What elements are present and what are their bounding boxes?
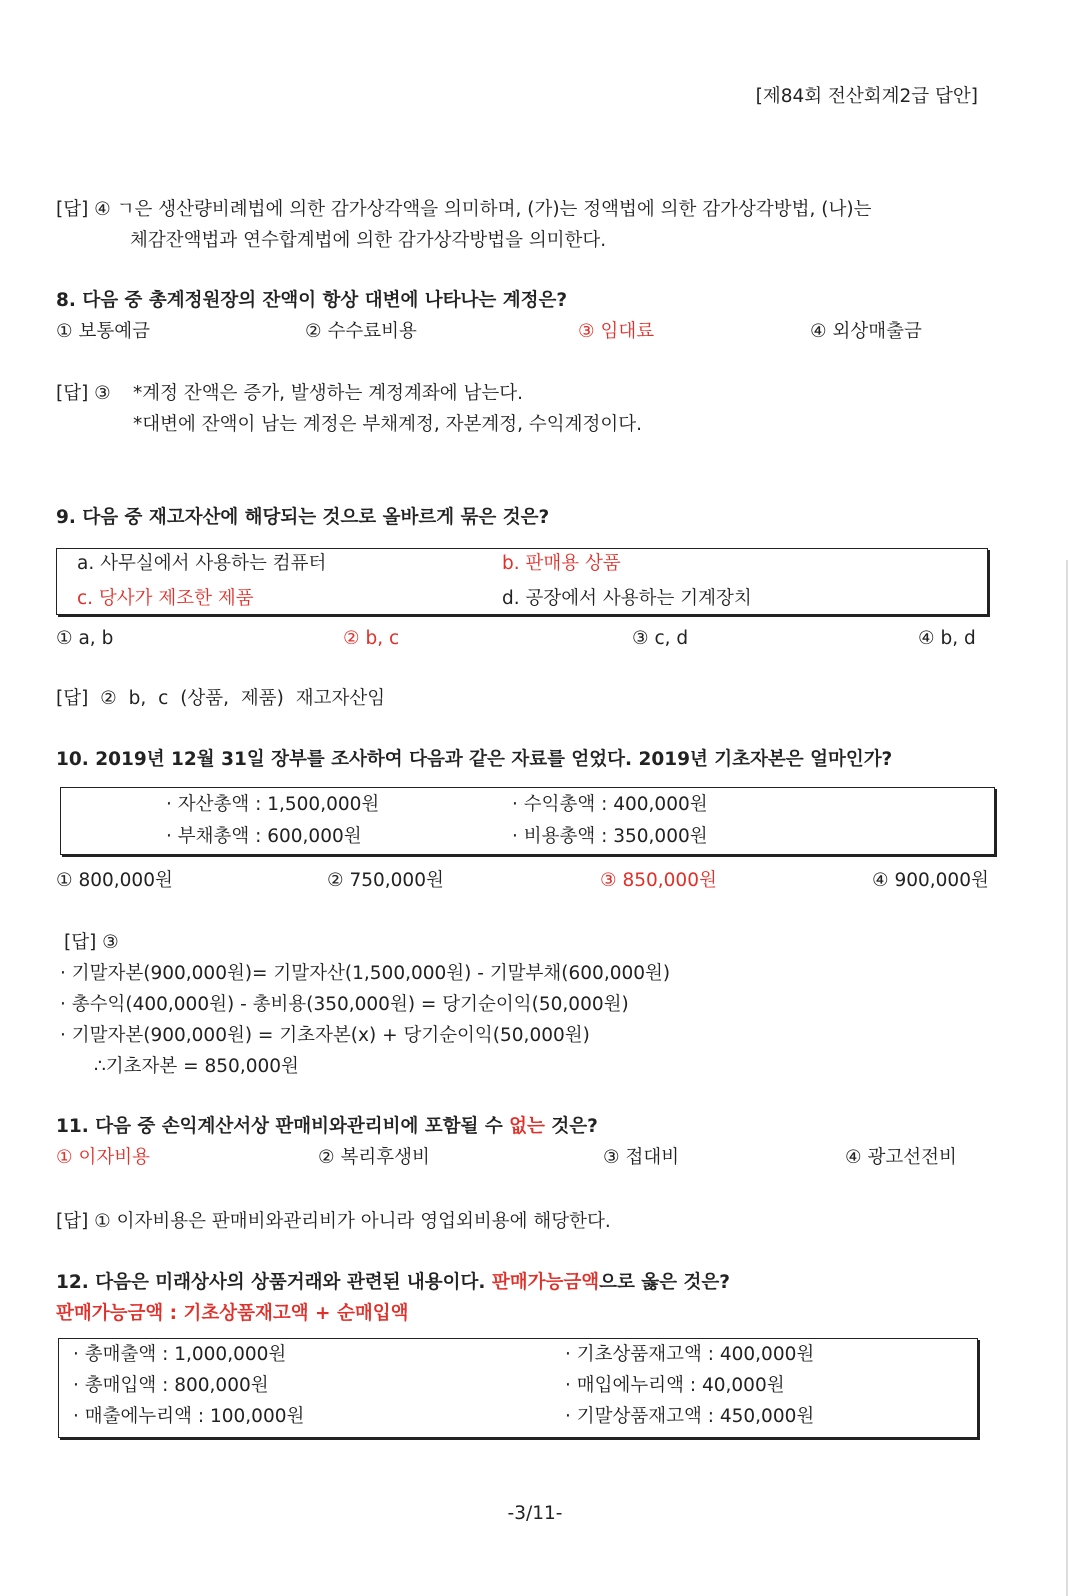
q10-answer-line-3: · 기말자본(900,000원) = 기초자본(x) + 당기순이익(50,000원) xyxy=(60,1025,590,1046)
q10-option-3-correct: ③ 850,000원 xyxy=(600,870,717,891)
q12-purchase-allowance: · 매입에누리액 : 40,000원 xyxy=(565,1375,785,1396)
q12-question xyxy=(56,1268,730,1298)
q12-sales-allowance: · 매출에누리액 : 100,000원 xyxy=(73,1406,305,1427)
q8-option-2: ② 수수료비용 xyxy=(305,321,417,342)
q10-total-liabilities: · 부채총액 : 600,000원 xyxy=(166,826,362,847)
q10-option-1: ① 800,000원 xyxy=(56,870,173,891)
q8-answer-line-1: *계정 잔액은 증가, 발생하는 계정계좌에 남는다. xyxy=(133,383,523,404)
page-edge-line xyxy=(1066,560,1068,1596)
q10-option-2: ② 750,000원 xyxy=(327,870,444,891)
q7-answer-line-2: 체감잔액법과 연수합계법에 의한 감가상각방법을 의미한다. xyxy=(130,230,607,251)
q12-total-sales: · 총매출액 : 1,000,000원 xyxy=(73,1344,287,1365)
q10-answer-line-2: · 총수익(400,000원) - 총비용(350,000원) = 당기순이익(50,000원) xyxy=(60,994,629,1015)
q8-option-1: ① 보통예금 xyxy=(56,321,150,342)
q10-total-revenue: · 수익총액 : 400,000원 xyxy=(512,794,708,815)
q8-answer-prefix: [답] ③ xyxy=(56,383,111,404)
q10-answer-prefix: [답] ③ xyxy=(64,932,119,953)
q9-answer: [답] ② b, c (상품, 제품) 재고자산임 xyxy=(56,688,386,709)
q9-item-b: b. 판매용 상품 xyxy=(502,553,621,574)
q9-option-4: ④ b, d xyxy=(918,628,976,649)
q12-total-purchases: · 총매입액 : 800,000원 xyxy=(73,1375,269,1396)
q11-question xyxy=(56,1112,598,1142)
document-header-title: [제84회 전산회계2급 답안] xyxy=(755,86,978,107)
q10-answer-line-1: · 기말자본(900,000원)= 기말자산(1,500,000원) - 기말부채(600,000원) xyxy=(60,963,671,984)
q9-option-2-correct: ② b, c xyxy=(343,628,400,649)
q12-formula: 판매가능금액 : 기초상품재고액 + 순매입액 xyxy=(56,1303,409,1324)
q7-answer-line-1: [답] ④ ㄱ은 생산량비례법에 의한 감가상각액을 의미하며, (가)는 정액법에 의한 감가상각방법, (나)는 xyxy=(56,199,872,220)
page-number: -3/11- xyxy=(507,1503,563,1524)
q12-question-text-a: 12. 다음은 미래상사의 상품거래와 관련된 내용이다. xyxy=(56,1272,486,1293)
q9-question: 9. 다음 중 재고자산에 해당되는 것으로 올바르게 묶은 것은? xyxy=(56,507,550,528)
q12-question-emphasis: 판매가능금액 xyxy=(491,1272,600,1293)
q9-option-1: ① a, b xyxy=(56,628,114,649)
q10-option-4: ④ 900,000원 xyxy=(872,870,989,891)
q8-option-4: ④ 외상매출금 xyxy=(810,321,922,342)
q8-option-3-correct: ③ 임대료 xyxy=(578,321,655,342)
q9-option-3: ③ c, d xyxy=(632,628,689,649)
q8-answer-line-2: *대변에 잔액이 남는 계정은 부채계정, 자본계정, 수익계정이다. xyxy=(133,414,642,435)
q10-answer-conclusion: ∴기초자본 = 850,000원 xyxy=(94,1056,299,1077)
q9-item-d: d. 공장에서 사용하는 기계장치 xyxy=(502,588,752,609)
q11-option-2: ② 복리후생비 xyxy=(318,1147,430,1168)
q10-question: 10. 2019년 12월 31일 장부를 조사하여 다음과 같은 자료를 얻었다. 2019년 기초자본은 얼마인가? xyxy=(56,749,893,770)
q11-question-text-a: 11. 다음 중 손익계산서상 판매비와관리비에 포함될 수 xyxy=(56,1116,503,1137)
q11-question-text-b: 것은? xyxy=(551,1116,598,1137)
q8-question: 8. 다음 중 총계정원장의 잔액이 항상 대변에 나타나는 계정은? xyxy=(56,290,568,311)
q11-option-3: ③ 접대비 xyxy=(603,1147,680,1168)
q12-question-text-b: 으로 옳은 것은? xyxy=(599,1272,730,1293)
q10-total-assets: · 자산총액 : 1,500,000원 xyxy=(166,794,380,815)
q11-option-4: ④ 광고선전비 xyxy=(845,1147,957,1168)
q9-item-c: c. 당사가 제조한 제품 xyxy=(77,588,254,609)
q11-option-1-correct: ① 이자비용 xyxy=(56,1147,150,1168)
q12-ending-inventory: · 기말상품재고액 : 450,000원 xyxy=(565,1406,815,1427)
q11-question-emphasis: 없는 xyxy=(509,1116,545,1137)
q12-beginning-inventory: · 기초상품재고액 : 400,000원 xyxy=(565,1344,815,1365)
q9-item-a: a. 사무실에서 사용하는 컴퓨터 xyxy=(77,553,327,574)
q11-answer: [답] ① 이자비용은 판매비와관리비가 아니라 영업외비용에 해당한다. xyxy=(56,1211,611,1232)
q10-total-expenses: · 비용총액 : 350,000원 xyxy=(512,826,708,847)
